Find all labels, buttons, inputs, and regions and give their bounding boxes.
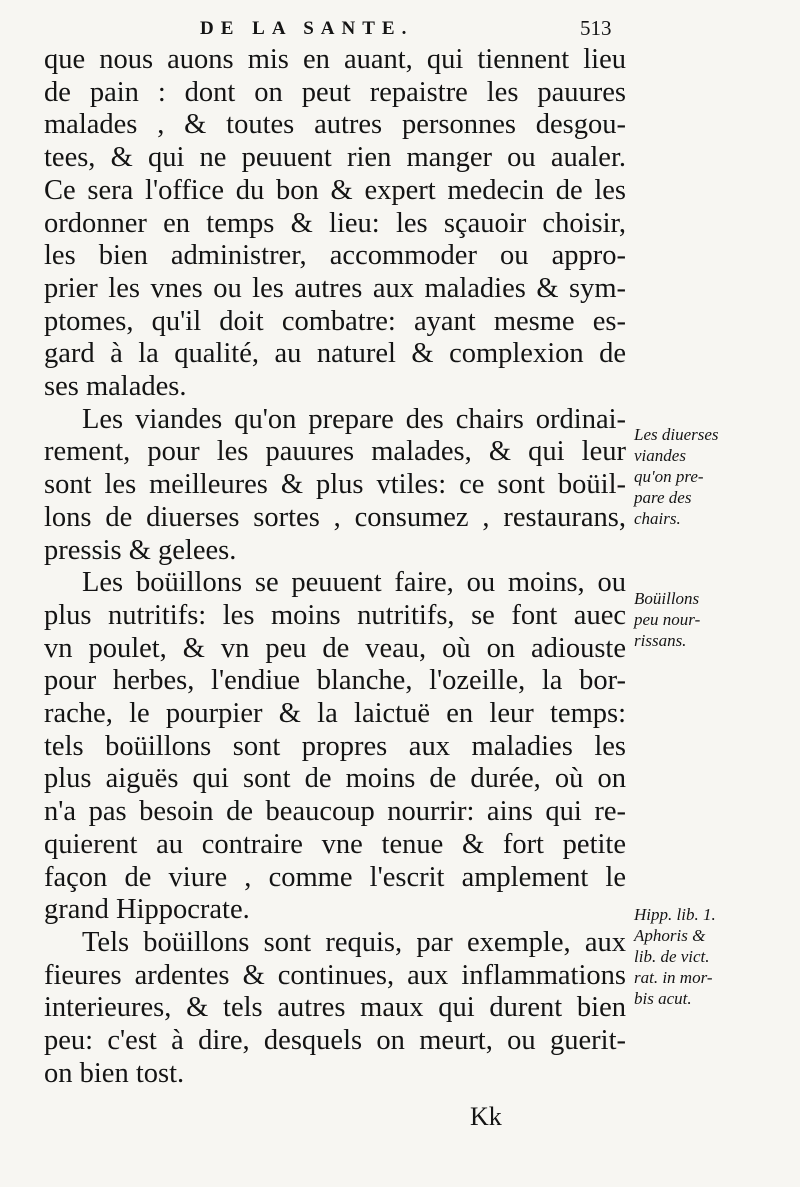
text-line: rache, le pourpier & la laictuë en leur temps:: [44, 698, 626, 730]
text-line: vn poulet, & vn peu de veau, où on adiouste: [44, 632, 626, 664]
paragraph-3: [44, 567, 626, 927]
margin-note-line: rat. in mor-: [634, 968, 713, 987]
text-line: tels boüillons sont propres aux maladies les: [44, 730, 626, 762]
margin-note-line: Boüillons: [634, 589, 700, 608]
text-line: peu: c'est à dire, desquels on meurt, ou guerit-: [44, 1025, 626, 1057]
margin-note-line: Hipp. lib. 1.: [634, 905, 716, 924]
text-line: de pain : dont on peut repaistre les pauures: [44, 76, 626, 108]
margin-note-line: pare des: [634, 488, 692, 507]
text-line: pour herbes, l'endiue blanche, l'ozeille, la bor-: [44, 665, 626, 697]
margin-note-line: chairs.: [634, 509, 681, 528]
text-line: on bien tost.: [44, 1057, 185, 1089]
paragraph-1: [44, 44, 626, 404]
margin-note-line: peu nour-: [634, 610, 701, 629]
text-line: Tels boüillons sont requis, par exemple, aux: [82, 926, 626, 958]
text-line: lons de diuerses sortes , consumez , restaurans,: [44, 501, 626, 533]
text-line: façon de viure , comme l'escrit amplement le: [44, 861, 626, 893]
text-line: les bien administrer, accommoder ou appro-: [44, 240, 626, 272]
text-line: ordonner en temps & lieu: les sçauoir choisir,: [44, 207, 626, 239]
margin-note-bouillons: [634, 588, 774, 651]
text-line: ses malades.: [44, 371, 187, 403]
margin-note-line: bis acut.: [634, 989, 692, 1008]
main-text: [44, 44, 626, 1091]
text-line: Ce sera l'office du bon & expert medecin de les: [44, 174, 626, 206]
text-line: quierent au contraire vne tenue & fort petite: [44, 828, 626, 860]
text-line: interieures, & tels autres maux qui durent bien: [44, 992, 626, 1024]
text-line: rement, pour les pauures malades, & qui leur: [44, 436, 626, 468]
text-line: tees, & qui ne peuuent rien manger ou aualer.: [44, 142, 626, 174]
margin-note-line: rissans.: [634, 631, 687, 650]
margin-note-viandes: [634, 424, 774, 529]
margin-note-line: Les diuerses: [634, 425, 719, 444]
paragraph-2: [44, 404, 626, 568]
text-line: plus aiguës qui sont de moins de durée, où on: [44, 763, 626, 795]
signature-mark: Kk: [470, 1102, 502, 1131]
text-line: fieures ardentes & continues, aux inflammations: [44, 959, 626, 991]
text-line: sont les meilleures & plus vtiles: ce sont boüil-: [44, 469, 626, 501]
text-line: n'a pas besoin de beaucoup nourrir: ains qui re-: [44, 796, 626, 828]
text-line: ptomes, qu'il doit combatre: ayant mesme es-: [44, 305, 626, 337]
page-number: 513: [580, 16, 612, 40]
text-line: que nous auons mis en auant, qui tiennent lieu: [44, 44, 626, 75]
margin-note-line: qu'on pre-: [634, 467, 704, 486]
text-line: malades , & toutes autres personnes desgou-: [44, 109, 626, 141]
text-line: plus nutritifs: les moins nutritifs, se font auec: [44, 599, 626, 631]
text-line: prier les vnes ou les autres aux maladies & sym-: [44, 272, 626, 304]
text-line: Les viandes qu'on prepare des chairs ordinai-: [82, 403, 626, 435]
paragraph-4: [44, 927, 626, 1091]
text-line: gard à la qualité, au naturel & complexion de: [44, 338, 626, 370]
margin-note-line: Aphoris &: [634, 926, 706, 945]
text-line: pressis & gelees.: [44, 534, 237, 566]
margin-note-hippocrate: [634, 904, 774, 1009]
text-line: Les boüillons se peuuent faire, ou moins, ou: [82, 567, 626, 599]
margin-note-line: viandes: [634, 446, 686, 465]
text-line: grand Hippocrate.: [44, 894, 250, 926]
running-title: DE LA SANTE.: [200, 18, 414, 39]
margin-note-line: lib. de vict.: [634, 947, 710, 966]
